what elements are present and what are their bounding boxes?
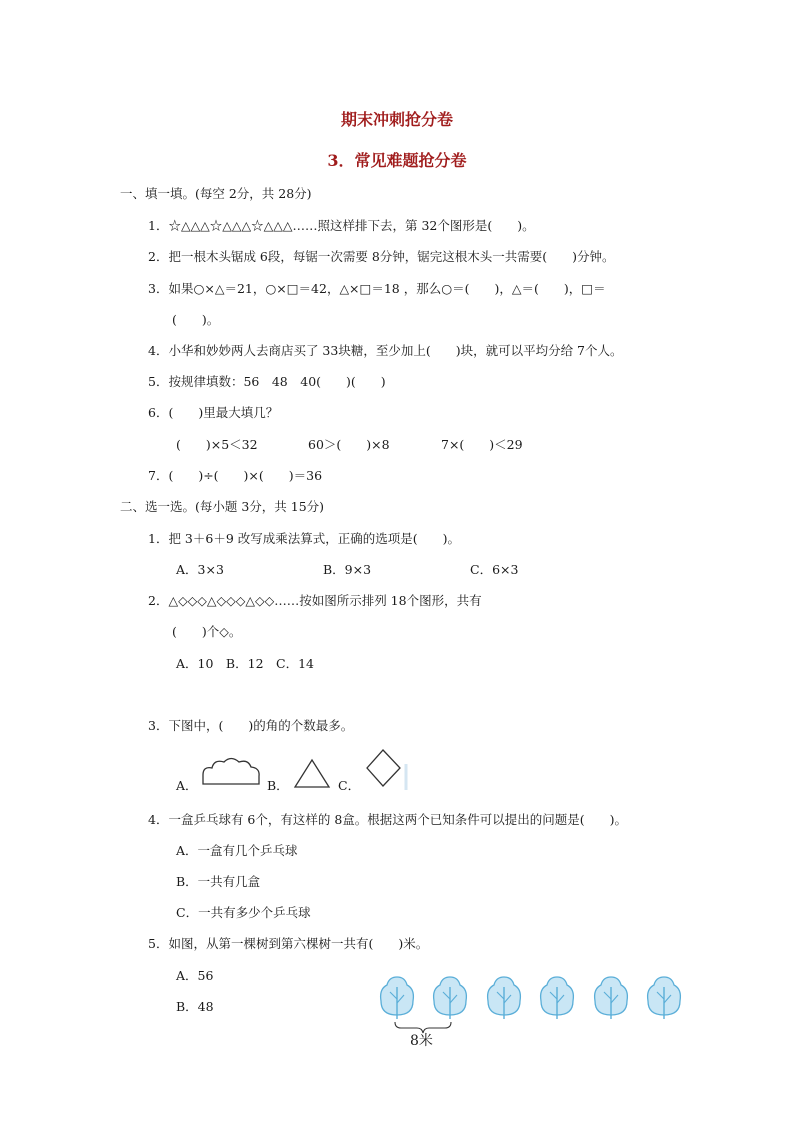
tree-icon (648, 977, 681, 1019)
s1-question-6: 6．( )里最大填几？ (148, 405, 279, 420)
s1-question-4: 4．小华和妙妙两人去商店买了 33块糖，至少加上( )块，就可以平均分给 7个人。 (148, 343, 623, 358)
s2-question-2-cont: ( )个◇。 (172, 624, 242, 639)
s2-question-5: 5．如图，从第一棵树到第六棵树一共有( )米。 (148, 936, 429, 951)
exam-subtitle: 3．常见难题抢分卷 (327, 151, 467, 170)
s2-q2-options: A．10 B．12 C．14 (176, 656, 314, 671)
s2-question-4: 4．一盒乒乓球有 6个，有这样的 8盒。根据这两个已知条件可以提出的问题是( )。 (148, 812, 628, 827)
s1-question-3-cont: ( )。 (172, 312, 220, 327)
section2-heading: 二、选一选。(每小题 3分，共 15分) (120, 499, 325, 514)
s1-question-7: 7．( )÷( )×( )＝36 (148, 468, 323, 483)
s1-q6-part-c: 7×( )＜29 (441, 437, 523, 452)
tree-distance-label: 8米 (410, 1033, 433, 1049)
s2-q4-option-a: A．一盒有几个乒乓球 (176, 843, 298, 858)
s2-q1-option-c: C．6×3 (470, 562, 519, 577)
s1-q6-part-a: ( )×5＜32 (176, 437, 258, 452)
s2-question-2: 2．△◇◇◇△◇◇◇△◇◇……按如图所示排列 18个图形，共有 (148, 593, 482, 608)
s1-question-3: 3．如果○×△＝21，○×□＝42，△×□＝18 ，那么○＝( )，△＝( )，□＝ (148, 281, 606, 296)
tree-icon (434, 977, 467, 1019)
s2-q3-option-b: B． (267, 778, 289, 793)
triangle-shape-icon (292, 758, 332, 790)
s2-q3-option-c: C． (338, 778, 361, 793)
s2-q5-option-b: B．48 (176, 999, 214, 1014)
s1-question-2: 2．把一根木头锯成 6段，每锯一次需要 8分钟，锯完这根木头一共需要( )分钟。 (148, 249, 615, 264)
s1-question-1: 1．☆△△△☆△△△☆△△△……照这样排下去，第 32个图形是( )。 (148, 218, 535, 233)
s2-question-3: 3．下图中，( )的角的个数最多。 (148, 718, 354, 733)
s1-q6-part-b: 60＞( )×8 (308, 437, 390, 452)
distance-brace (395, 1022, 451, 1033)
exam-title: 期末冲刺抢分卷 (340, 110, 453, 129)
tree-icon (541, 977, 574, 1019)
section1-heading: 一、填一填。(每空 2分，共 28分) (120, 186, 312, 201)
diamond-shape-icon (365, 748, 411, 792)
s2-q4-option-b: B．一共有几盒 (176, 874, 261, 889)
s1-question-5: 5．按规律填数：56 48 40( )( ) (148, 374, 386, 389)
s2-q4-option-c: C．一共有多少个乒乓球 (176, 905, 311, 920)
tree-icon (381, 977, 414, 1019)
s2-q5-option-a: A．56 (176, 968, 214, 983)
s2-q1-option-b: B．9×3 (323, 562, 372, 577)
s2-question-1: 1．把 3＋6＋9 改写成乘法算式，正确的选项是( )。 (148, 531, 461, 546)
tree-icon (595, 977, 628, 1019)
s2-q3-option-a: A． (176, 778, 198, 793)
cloud-shape-icon (200, 756, 262, 788)
s2-q1-option-a: A．3×3 (176, 562, 224, 577)
tree-icon (488, 977, 521, 1019)
